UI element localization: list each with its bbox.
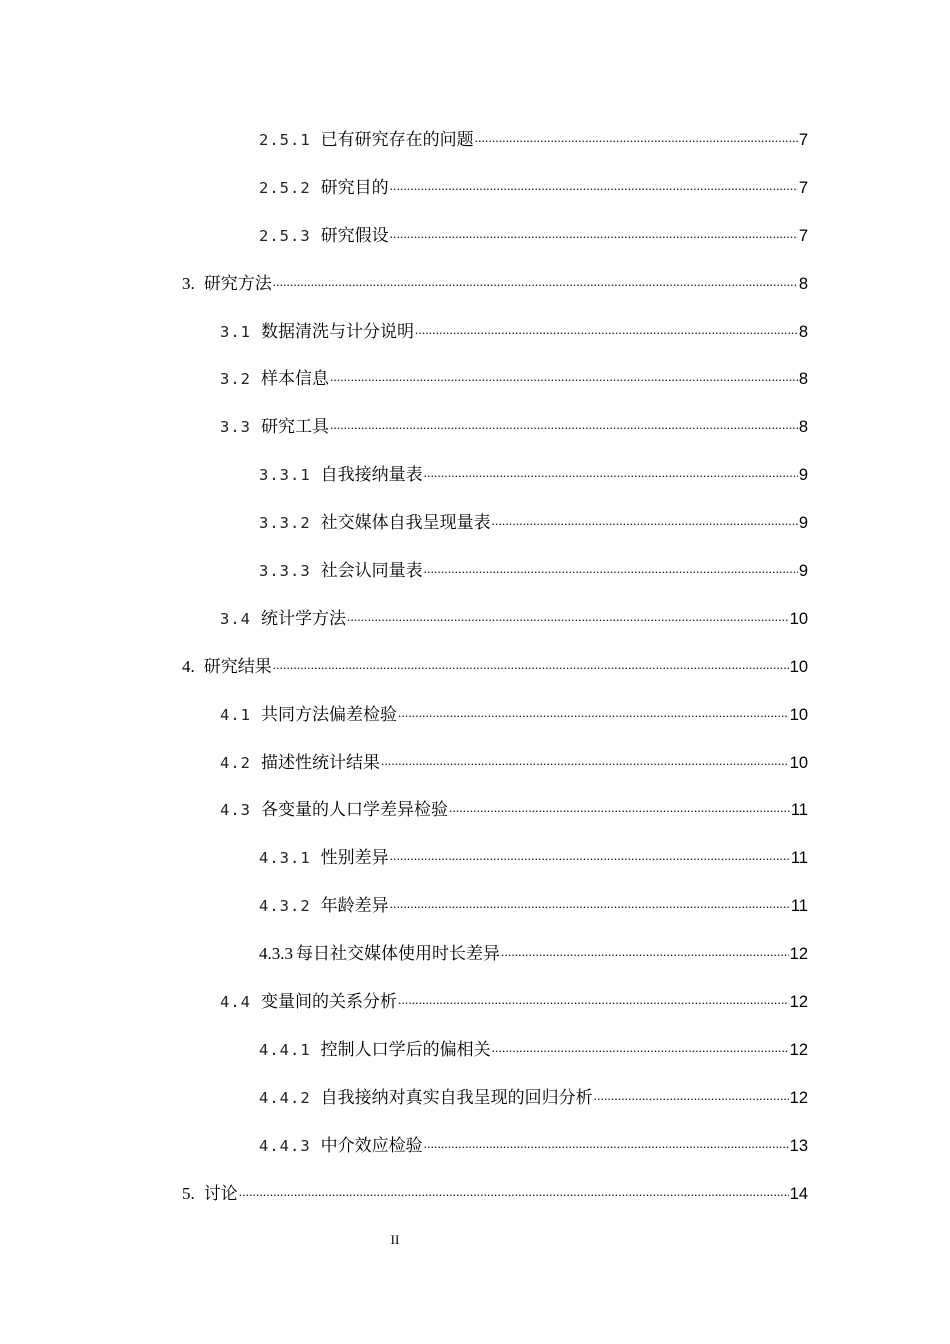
toc-dot-leader (449, 800, 790, 820)
toc-dot-leader (475, 130, 798, 150)
toc-entry[interactable] (0, 164, 808, 212)
toc-entry[interactable] (0, 739, 808, 787)
toc-entry-page: 11 (790, 801, 808, 820)
toc-dot-leader (424, 465, 798, 485)
toc-entry-page: 12 (789, 945, 808, 964)
toc-dot-leader (390, 848, 790, 868)
toc-entry-number: 4.4.2 (259, 1088, 311, 1107)
toc-dot-leader (594, 1088, 789, 1108)
toc-entry-number: 2.5.1 (259, 130, 311, 149)
toc-entry-title: 中介效应检验 (320, 1135, 423, 1155)
toc-dot-leader (501, 944, 789, 964)
toc-entry-number: 3.3 (220, 418, 251, 437)
toc-entry-page: 11 (790, 849, 808, 868)
toc-dot-leader (492, 1040, 789, 1060)
toc-entry-page: 9 (798, 561, 808, 580)
toc-entry-title: 变量间的关系分析 (261, 991, 397, 1011)
toc-entry-page: 9 (798, 514, 808, 533)
toc-entry-title: 年龄差异 (320, 896, 389, 916)
toc-entry[interactable] (0, 882, 808, 930)
toc-entry[interactable] (0, 308, 808, 356)
toc-entry-number: 3.3.3 (259, 561, 311, 580)
toc-dot-leader (330, 369, 798, 389)
toc-entry-number: 4.3.2 (259, 897, 311, 916)
toc-entry[interactable] (0, 547, 808, 595)
toc-dot-leader (390, 178, 798, 198)
toc-entry-page: 12 (789, 1040, 808, 1059)
toc-entry-title: 各变量的人口学差异检验 (261, 800, 448, 820)
toc-entry-title: 社会认同量表 (320, 560, 423, 580)
toc-entry-number: 3. (182, 273, 195, 293)
toc-entry-title: 自我接纳对真实自我呈现的回归分析 (320, 1087, 593, 1107)
toc-dot-leader (239, 1184, 789, 1204)
toc-entry-number: 4.3 (220, 801, 251, 820)
toc-entry[interactable] (0, 260, 808, 308)
toc-dot-leader (390, 226, 798, 246)
toc-entry-page: 12 (789, 992, 808, 1011)
toc-dot-leader (424, 1136, 789, 1156)
toc-entry-page: 14 (789, 1184, 808, 1203)
toc-entry-page: 7 (798, 226, 808, 245)
toc-entry[interactable] (0, 1026, 808, 1074)
toc-entry-page: 10 (789, 609, 808, 628)
toc-entry[interactable] (0, 116, 808, 164)
toc-entry-title: 社交媒体自我呈现量表 (320, 513, 491, 533)
toc-dot-leader (273, 274, 798, 294)
toc-dot-leader (390, 896, 790, 916)
toc-entry[interactable] (0, 978, 808, 1026)
toc-entry-title: 共同方法偏差检验 (261, 704, 397, 724)
toc-entry-title: 自我接纳量表 (320, 465, 423, 485)
toc-entry-title: 样本信息 (261, 369, 329, 389)
toc-entry-page: 7 (798, 178, 808, 197)
toc-entry-page: 10 (789, 705, 808, 724)
toc-entry[interactable] (0, 499, 808, 547)
toc-entry-number: 3.3.1 (259, 466, 311, 485)
toc-entry-title: 统计学方法 (261, 608, 346, 628)
toc-entry-page: 8 (798, 370, 808, 389)
table-of-contents (0, 116, 950, 1217)
toc-entry-title: 讨论 (203, 1183, 238, 1203)
toc-dot-leader (273, 657, 789, 677)
toc-entry-page: 7 (798, 130, 808, 149)
toc-entry-number: 2.5.3 (259, 226, 311, 245)
toc-dot-leader (381, 753, 789, 773)
toc-entry-number: 3.3.2 (259, 514, 311, 533)
toc-entry-number: 4.4 (220, 992, 251, 1011)
toc-entry-page: 10 (789, 657, 808, 676)
toc-entry[interactable] (0, 1170, 808, 1218)
toc-entry-number: 4.3.1 (259, 849, 311, 868)
toc-entry-number: 4.3.3 (259, 944, 293, 964)
toc-entry-page: 8 (798, 418, 808, 437)
toc-entry-page: 13 (789, 1136, 808, 1155)
toc-entry[interactable] (0, 355, 808, 403)
toc-entry[interactable] (0, 930, 808, 978)
toc-entry-number: 4.2 (220, 753, 251, 772)
toc-dot-leader (492, 513, 798, 533)
toc-entry-number: 4. (182, 656, 195, 676)
toc-entry-number: 5. (182, 1183, 195, 1203)
toc-entry[interactable] (0, 1074, 808, 1122)
toc-dot-leader (398, 705, 789, 725)
toc-entry-page: 8 (798, 274, 808, 293)
toc-entry-number: 3.4 (220, 609, 251, 628)
toc-entry-title: 研究方法 (203, 273, 272, 293)
toc-entry-number: 4.1 (220, 705, 251, 724)
toc-entry-page: 10 (789, 753, 808, 772)
toc-entry[interactable] (0, 595, 808, 643)
toc-entry-number: 4.4.3 (259, 1136, 311, 1155)
toc-entry-title: 研究假设 (320, 225, 389, 245)
page-number: II (390, 1232, 400, 1247)
toc-dot-leader (330, 417, 798, 437)
toc-dot-leader (415, 322, 798, 342)
toc-dot-leader (347, 609, 789, 629)
toc-entry-page: 12 (789, 1088, 808, 1107)
toc-entry-number: 3.1 (220, 322, 251, 341)
toc-entry-page: 11 (790, 897, 808, 916)
toc-entry[interactable] (0, 451, 808, 499)
toc-entry-title: 研究结果 (203, 656, 272, 676)
toc-entry[interactable] (0, 643, 808, 691)
toc-entry-number: 2.5.2 (259, 178, 311, 197)
toc-entry-title: 每日社交媒体使用时长差异 (296, 944, 500, 964)
toc-entry-title: 数据清洗与计分说明 (261, 321, 414, 341)
toc-dot-leader (398, 992, 789, 1012)
toc-entry-title: 性别差异 (320, 848, 389, 868)
toc-entry-title: 研究工具 (261, 417, 329, 437)
toc-entry-title: 研究目的 (320, 177, 389, 197)
toc-entry[interactable] (0, 1122, 808, 1170)
toc-entry[interactable] (0, 691, 808, 739)
toc-dot-leader (424, 561, 798, 581)
toc-entry-page: 9 (798, 466, 808, 485)
toc-entry[interactable] (0, 834, 808, 882)
toc-entry[interactable] (0, 212, 808, 260)
toc-entry-page: 8 (798, 322, 808, 341)
toc-entry-title: 控制人口学后的偏相关 (320, 1039, 491, 1059)
toc-entry[interactable] (0, 403, 808, 451)
toc-entry-title: 已有研究存在的问题 (320, 129, 474, 149)
toc-entry[interactable] (0, 786, 808, 834)
toc-entry-number: 3.2 (220, 370, 251, 389)
toc-entry-number: 4.4.1 (259, 1040, 311, 1059)
toc-entry-title: 描述性统计结果 (261, 752, 380, 772)
